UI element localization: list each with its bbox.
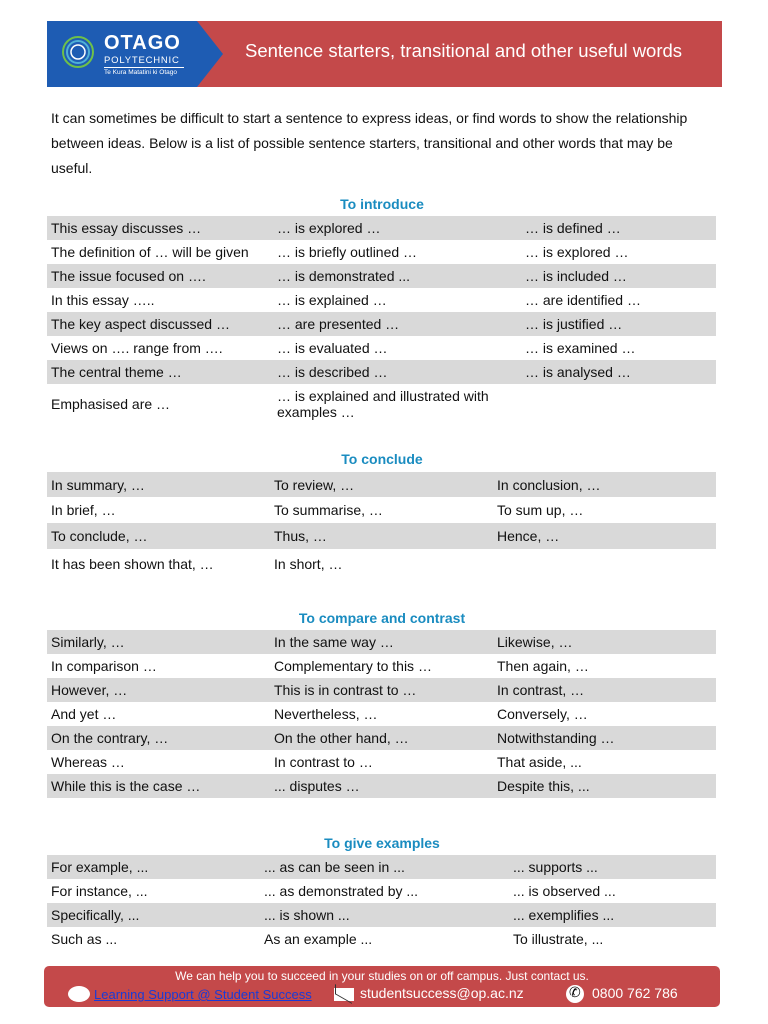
table-cell: The key aspect discussed …: [47, 312, 273, 336]
section-title-introduce: To introduce: [340, 196, 424, 212]
table-cell: In conclusion, …: [493, 472, 716, 497]
table-cell: ... disputes …: [270, 774, 493, 798]
table-row: [47, 240, 716, 264]
table-cell: Whereas …: [51, 754, 125, 770]
table-row: [47, 903, 716, 927]
table-row: [47, 360, 716, 384]
table-cell: To conclude, …: [47, 523, 270, 549]
table-cell: … is described …: [273, 360, 521, 384]
footer-tagline: We can help you to succeed in your studies on or off campus. Just contact us.: [175, 969, 589, 983]
table-cell: Notwithstanding …: [493, 726, 716, 750]
table-cell: This is in contrast to …: [270, 678, 493, 702]
table-cell: The issue focused on ….: [47, 264, 273, 288]
table-cell: The central theme …: [47, 360, 273, 384]
title-bar: [197, 21, 722, 87]
table-row: [47, 216, 716, 240]
table-cell: … are identified …: [525, 292, 641, 308]
table-cell: ... is observed ...: [513, 883, 616, 899]
table-cell: Similarly, …: [47, 630, 270, 654]
table-row: [47, 472, 716, 497]
table-cell: In comparison …: [51, 658, 157, 674]
table-cell: For example, ...: [47, 855, 260, 879]
table-cell: ... as demonstrated by ...: [264, 883, 419, 899]
table-cell: ... is shown ...: [260, 903, 509, 927]
table-cell: … is explained …: [277, 292, 387, 308]
table-cell: And yet …: [51, 706, 117, 722]
table-cell: On the other hand, …: [270, 726, 493, 750]
table-cell: In short, …: [274, 555, 343, 572]
table-cell: Emphasised are …: [51, 396, 171, 412]
table-cell: In summary, …: [47, 472, 270, 497]
table-cell: Specifically, ...: [47, 903, 260, 927]
table-cell: Views on …. range from ….: [51, 340, 223, 356]
table-cell: This essay discusses …: [47, 216, 273, 240]
table-row: [47, 630, 716, 654]
table-compare: [47, 630, 716, 798]
table-row: [47, 336, 716, 360]
table-row: [47, 497, 716, 523]
table-cell: … is explored …: [273, 216, 521, 240]
table-row: [47, 879, 716, 903]
table-cell: Nevertheless, …: [274, 706, 378, 722]
table-cell: To review, …: [270, 472, 493, 497]
table-row: [47, 774, 716, 798]
table-cell: ... as can be seen in ...: [260, 855, 509, 879]
table-cell: Thus, …: [270, 523, 493, 549]
table-cell: To sum up, …: [497, 502, 584, 518]
logo-subtitle: POLYTECHNIC: [104, 55, 180, 66]
logo-name: OTAGO: [104, 32, 181, 54]
logo-maori-text: Te Kura Matatini ki Otago: [104, 69, 177, 76]
table-row: [47, 264, 716, 288]
table-cell: … is demonstrated ...: [273, 264, 521, 288]
table-cell: In the same way …: [270, 630, 493, 654]
table-cell: On the contrary, …: [47, 726, 270, 750]
www-globe-icon: [68, 986, 90, 1002]
table-cell: Hence, …: [493, 523, 716, 549]
table-row: [47, 288, 716, 312]
table-row: [47, 312, 716, 336]
table-cell: The definition of … will be given: [51, 244, 249, 260]
table-cell: ... supports ...: [509, 855, 716, 879]
logo-arrow: [197, 21, 223, 87]
table-cell: … is examined …: [525, 340, 636, 356]
phone-number[interactable]: 0800 762 786: [592, 985, 678, 1001]
table-cell: To summarise, …: [274, 502, 383, 518]
table-cell: In brief, …: [51, 502, 116, 518]
table-cell: Complementary to this …: [274, 658, 432, 674]
footer-contacts: [44, 985, 720, 1005]
table-cell: As an example ...: [264, 931, 373, 947]
table-row: [47, 726, 716, 750]
table-cell: … is explained and illustrated with examples …: [277, 388, 489, 420]
email-address[interactable]: studentsuccess@op.ac.nz: [360, 985, 524, 1001]
table-cell: … is defined …: [521, 216, 716, 240]
table-cell: Despite this, ...: [493, 774, 716, 798]
table-cell: … is briefly outlined …: [277, 244, 418, 260]
table-cell: … is justified …: [521, 312, 716, 336]
table-row: [47, 678, 716, 702]
table-row: [47, 927, 716, 951]
table-row: [47, 549, 716, 578]
phone-icon: [566, 985, 584, 1003]
table-cell: Such as ...: [51, 931, 118, 947]
table-cell: … is evaluated …: [277, 340, 388, 356]
table-cell: While this is the case …: [47, 774, 270, 798]
logo-ring-icon: [61, 35, 95, 69]
page-title: Sentence starters, transitional and other useful words: [245, 40, 683, 61]
table-row: [47, 384, 716, 424]
table-cell: … is analysed …: [521, 360, 716, 384]
table-cell: In contrast to …: [274, 754, 373, 770]
table-row: [47, 702, 716, 726]
table-cell: For instance, ...: [51, 883, 148, 899]
table-cell: … is included …: [521, 264, 716, 288]
section-title-conclude: To conclude: [341, 451, 423, 467]
table-conclude: [47, 472, 716, 578]
logo: [47, 21, 197, 87]
header: [47, 21, 722, 87]
section-title-compare: To compare and contrast: [298, 610, 466, 626]
table-cell: [521, 384, 716, 424]
table-cell: It has been shown that, …: [51, 555, 214, 572]
table-row: [47, 855, 716, 879]
table-examples: [47, 855, 716, 951]
table-row: [47, 654, 716, 678]
table-cell: Then again, …: [497, 658, 589, 674]
table-row: [47, 523, 716, 549]
table-cell: … is explored …: [525, 244, 629, 260]
mail-icon: [334, 988, 354, 1001]
table-introduce: [47, 216, 716, 424]
table-cell: … are presented …: [273, 312, 521, 336]
table-cell: Conversely, …: [497, 706, 588, 722]
table-cell: In this essay …..: [51, 292, 155, 308]
table-cell: Likewise, …: [493, 630, 716, 654]
logo-divider: [104, 67, 184, 68]
table-cell: That aside, ...: [497, 754, 582, 770]
intro-paragraph: It can sometimes be difficult to start a sentence to express ideas, or find words to show the relationship between ideas. Below is a list of possible sentence starters, transitional and other words that may be useful.: [51, 110, 688, 176]
table-cell: In contrast, …: [493, 678, 716, 702]
footer-banner: [44, 966, 720, 1007]
table-cell: [493, 549, 716, 578]
table-cell: ... exemplifies ...: [509, 903, 716, 927]
section-title-examples: To give examples: [324, 835, 440, 851]
table-cell: To illustrate, ...: [513, 931, 604, 947]
table-row: [47, 750, 716, 774]
learning-support-link[interactable]: Learning Support @ Student Success: [94, 987, 312, 1002]
table-cell: However, …: [47, 678, 270, 702]
